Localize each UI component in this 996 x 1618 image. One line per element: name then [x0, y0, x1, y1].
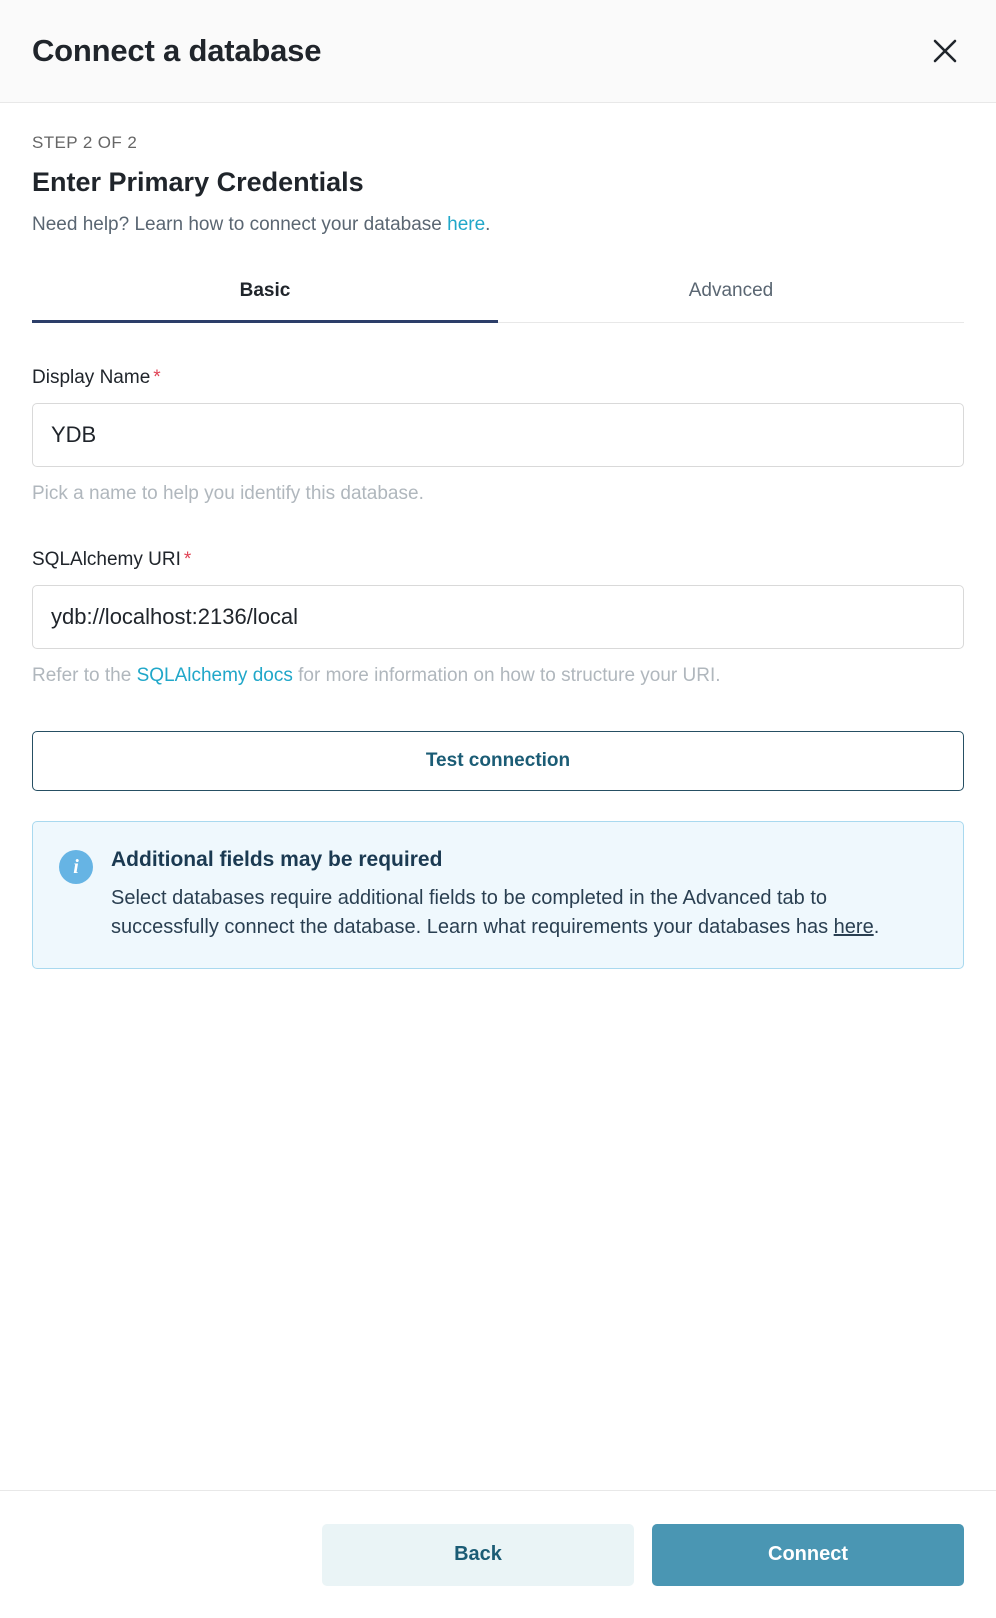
sqlalchemy-docs-link[interactable]: SQLAlchemy docs: [136, 665, 293, 686]
help-text-prefix: Need help? Learn how to connect your database: [32, 214, 448, 235]
alert-text-prefix: Select databases require additional fields to be completed in the Advanced tab to successfully connect the database. Learn what requirements your databases has: [111, 887, 834, 938]
connect-button[interactable]: Connect: [652, 1524, 964, 1586]
alert-text: [111, 884, 937, 942]
required-marker: *: [183, 549, 192, 570]
hint-prefix: Refer to the: [32, 665, 137, 686]
required-marker: *: [153, 367, 161, 388]
alert-title: Additional fields may be required: [111, 848, 443, 871]
sqlalchemy-uri-hint: [32, 665, 964, 687]
help-link[interactable]: here: [447, 214, 486, 235]
back-button[interactable]: Back: [322, 1524, 634, 1586]
display-name-input[interactable]: [32, 403, 964, 467]
sqlalchemy-uri-label: [32, 549, 964, 571]
display-name-label-text: Display Name: [32, 367, 151, 388]
tab-basic[interactable]: Basic: [32, 266, 498, 322]
sqlalchemy-uri-input[interactable]: [32, 585, 964, 649]
sqlalchemy-uri-label-text: SQLAlchemy URI: [32, 549, 181, 570]
tab-advanced[interactable]: Advanced: [688, 280, 774, 301]
modal-header: [0, 0, 996, 103]
step-heading: Enter Primary Credentials: [32, 167, 364, 197]
page-title: Connect a database: [32, 33, 322, 68]
test-connection-button[interactable]: Test connection: [32, 731, 964, 791]
help-line: [32, 214, 964, 236]
step-indicator: STEP 2 OF 2: [32, 133, 138, 152]
hint-suffix: for more information on how to structure your URI.: [292, 665, 721, 686]
field-sqlalchemy-uri: [32, 549, 964, 687]
close-icon[interactable]: [922, 28, 968, 74]
info-icon: i: [59, 850, 93, 884]
help-text-suffix: .: [485, 214, 491, 235]
alert-body: [111, 848, 937, 942]
display-name-hint: Pick a name to help you identify this database.: [32, 483, 424, 504]
alert-here-link[interactable]: here: [833, 916, 874, 938]
display-name-label: [32, 367, 964, 389]
field-display-name: [32, 367, 964, 505]
additional-fields-alert: [32, 821, 964, 969]
modal-footer: [0, 1490, 996, 1618]
tab-bar: [32, 266, 964, 323]
alert-text-suffix: .: [873, 916, 880, 938]
modal-body: [0, 103, 996, 1490]
